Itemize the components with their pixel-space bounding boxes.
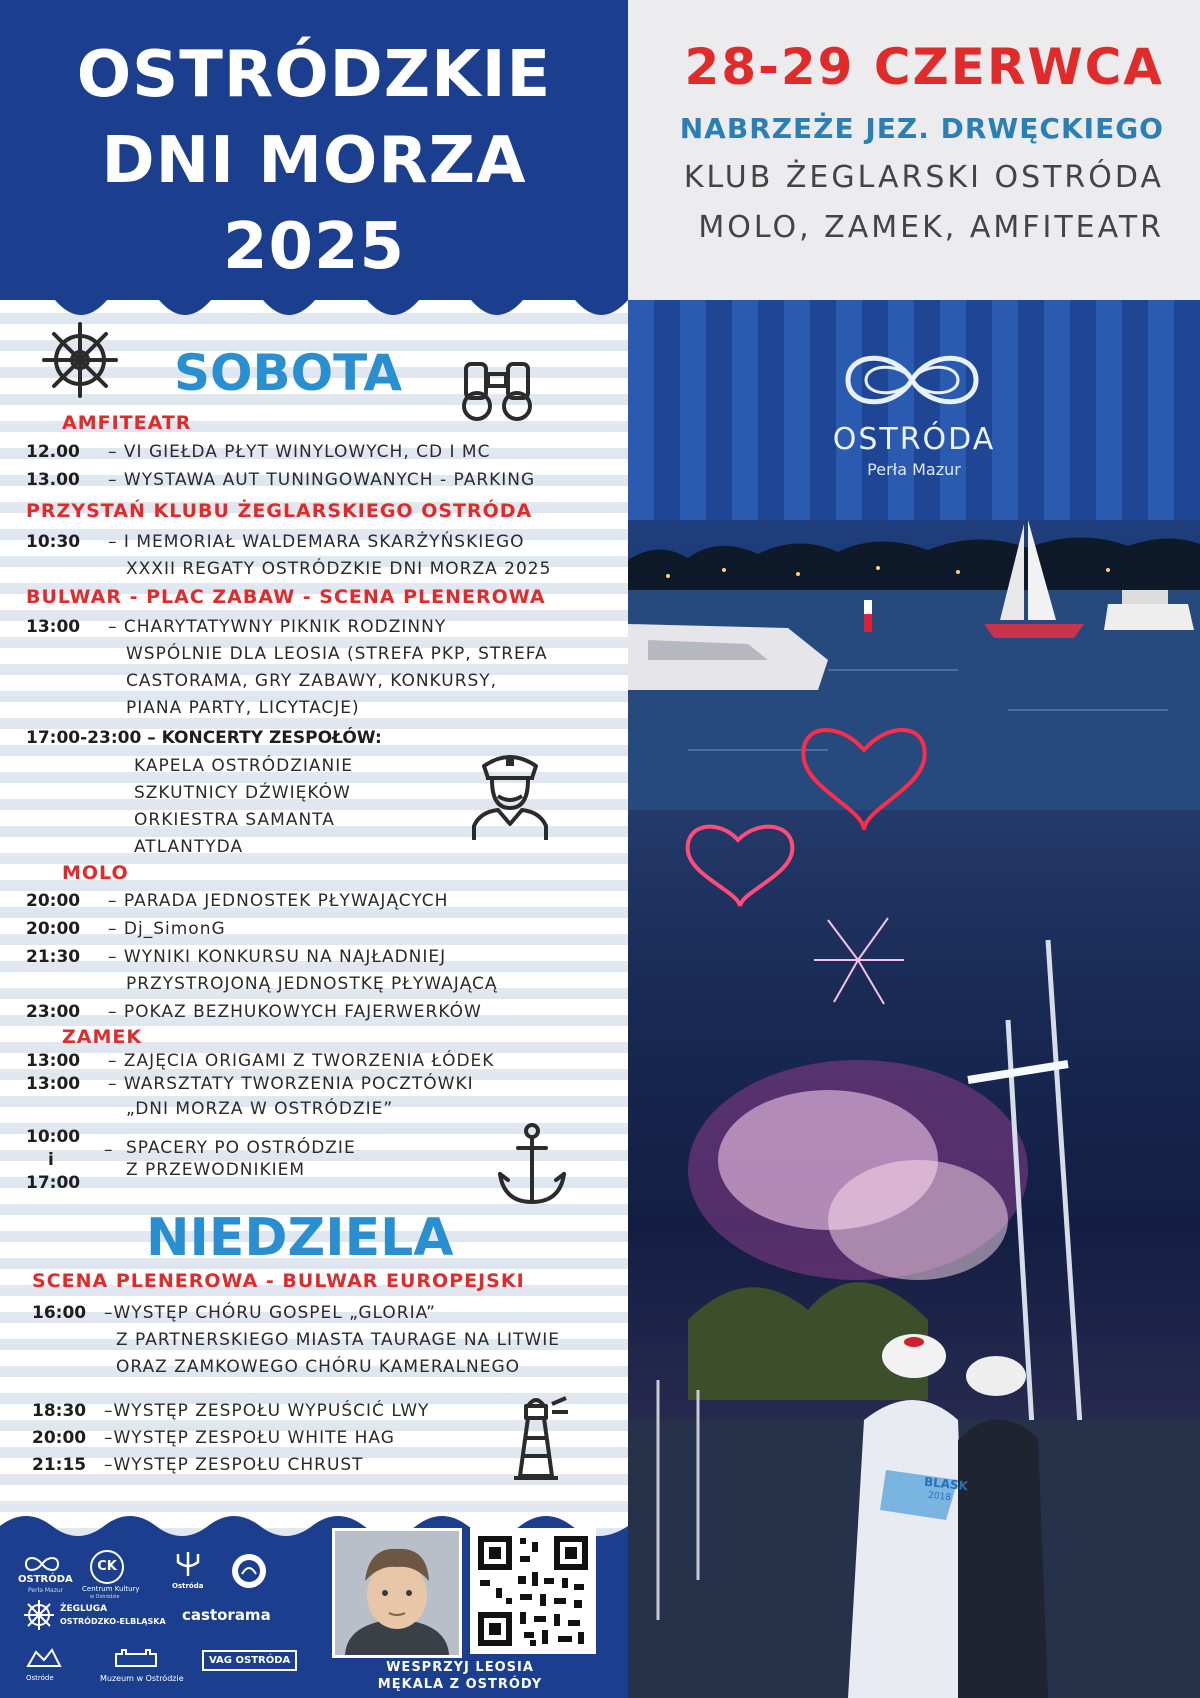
event-text: – WYSTAWA AUT TUNINGOWANYCH - PARKING <box>108 470 536 490</box>
event-text: – WYNIKI KONKURSU NA NAJŁADNIEJ <box>108 947 447 967</box>
wave-top-right <box>628 268 1200 312</box>
event-time: 21:15 <box>32 1455 87 1475</box>
infinity-logo-icon <box>22 1556 62 1572</box>
sponsor-castorama: castorama <box>182 1606 271 1624</box>
event-text: SPACERY PO OSTRÓDZIE <box>126 1138 356 1158</box>
event-text: XXXII REGATY OSTRÓDZKIE DNI MORZA 2025 <box>126 559 552 579</box>
event-time: 16:00 <box>32 1303 87 1323</box>
ship-wheel-icon <box>40 320 120 400</box>
binoculars-icon <box>460 358 534 424</box>
round-seal-icon <box>230 1552 268 1590</box>
venue-heading-przystan: PRZYSTAŃ KLUBU ŻEGLARSKIEGO OSTRÓDA <box>26 500 533 522</box>
sponsor-zegluga-1: ŻEGLUGA <box>60 1604 108 1614</box>
sponsor-club: Ostróda <box>172 1582 204 1590</box>
event-time: 17:00 <box>26 1173 81 1193</box>
sponsor-ostroda: OSTRÓDA <box>18 1574 73 1585</box>
concerts-heading: 17:00-23:00 – KONCERTY ZESPOŁÓW: <box>26 728 382 748</box>
lighthouse-icon <box>510 1392 572 1482</box>
event-time: 21:30 <box>26 947 81 967</box>
event-time: 18:30 <box>32 1401 87 1421</box>
sponsor-zegluga-2: OSTRÓDZKO-ELBLĄSKA <box>60 1617 166 1626</box>
boy-portrait-icon <box>335 1531 459 1655</box>
venue-heading-zamek: ZAMEK <box>62 1026 143 1048</box>
support-line-1: WESPRZYJ LEOSIA <box>386 1660 534 1675</box>
event-date: 28-29 CZERWCA <box>684 38 1164 96</box>
sponsor-ck-logo: CK <box>90 1550 124 1584</box>
qr-code-icon[interactable] <box>470 1528 596 1654</box>
event-text: – Dj_SimonG <box>108 919 226 939</box>
venue-heading-scena: SCENA PLENEROWA - BULWAR EUROPEJSKI <box>32 1270 525 1292</box>
shirt-brand: BLASK <box>923 1474 969 1494</box>
event-text: CASTORAMA, GRY ZABAWY, KONKURSY, <box>126 671 498 691</box>
event-text: – VI GIEŁDA PŁYT WINYLOWYCH, CD I MC <box>108 442 491 462</box>
event-text: –WYSTĘP CHÓRU GOSPEL „GLORIA” <box>104 1303 436 1323</box>
event-time: 10:00 <box>26 1127 81 1147</box>
event-text: – ZAJĘCIA ORIGAMI Z TWORZENIA ŁÓDEK <box>108 1051 495 1071</box>
location-line-1: NABRZEŻE JEZ. DRWĘCKIEGO <box>679 112 1164 145</box>
brand-tagline: Perła Mazur <box>867 460 961 479</box>
event-time: 23:00 <box>26 1002 81 1022</box>
event-text: Z PRZEWODNIKIEM <box>126 1160 306 1180</box>
shirt-year: 2018 <box>927 1490 952 1504</box>
event-time: 20:00 <box>26 891 81 911</box>
event-text: – POKAZ BEZHUKOWYCH FAJERWERKÓW <box>108 1002 482 1022</box>
event-text: PRZYSTROJONĄ JEDNOSTKĘ PŁYWAJĄCĄ <box>126 974 498 994</box>
event-time: 13:00 <box>26 1051 81 1071</box>
venue-heading-amfiteatr: AMFITEATR <box>62 412 192 434</box>
photo-column <box>628 0 1200 1698</box>
event-time: 20:00 <box>32 1428 87 1448</box>
band-name: SZKUTNICY DŹWIĘKÓW <box>134 783 351 803</box>
title-line-3: 2025 <box>222 210 406 284</box>
band-name: ATLANTYDA <box>134 837 244 857</box>
event-text: –WYSTĘP ZESPOŁU WYPUŚCIĆ LWY <box>104 1401 430 1421</box>
sponsor-vag: VAG OSTRÓDA <box>202 1650 297 1671</box>
event-dash: – <box>104 1140 114 1160</box>
band-name: KAPELA OSTRÓDZIANIE <box>134 756 353 776</box>
title-line-1: OSTRÓDZKIE <box>76 38 552 112</box>
event-text: PIANA PARTY, LICYTACJE) <box>126 698 360 718</box>
day-label-saturday: SOBOTA <box>174 344 403 402</box>
event-text: – PARADA JEDNOSTEK PŁYWAJĄCYCH <box>108 891 449 911</box>
sponsor-ck-sub: w Ostródzie <box>90 1594 120 1600</box>
event-text: –WYSTĘP ZESPOŁU WHITE HAG <box>104 1428 395 1448</box>
anchor-icon <box>496 1122 568 1208</box>
sponsor-ostroda-sub: Perła Mazur <box>28 1587 64 1594</box>
event-text: Z PARTNERSKIEGO MIASTA TAURAGE NA LITWIE <box>116 1330 561 1350</box>
sponsor-ck-name: Centrum Kultury <box>82 1585 140 1593</box>
event-time: 13:00 <box>26 1074 81 1094</box>
event-time: 12.00 <box>26 442 80 462</box>
sponsor-wapno: Ostróde <box>26 1674 54 1682</box>
ship-wheel-logo-icon <box>22 1598 56 1632</box>
event-text: „DNI MORZA W OSTRÓDZIE” <box>126 1099 394 1119</box>
event-text: – WARSZTATY TWORZENIA POCZTÓWKI <box>108 1074 474 1094</box>
band-name: ORKIESTRA SAMANTA <box>134 810 335 830</box>
captain-icon <box>470 746 550 842</box>
boy-photo <box>332 1528 462 1658</box>
day-label-sunday: NIEDZIELA <box>146 1208 454 1268</box>
location-line-2: KLUB ŻEGLARSKI OSTRÓDA <box>683 160 1164 195</box>
support-line-2: MĘKALA Z OSTRÓDY <box>377 1677 543 1692</box>
venue-heading-bulwar: BULWAR - PLAC ZABAW - SCENA PLENEROWA <box>26 586 546 608</box>
event-text: WSPÓLNIE DLA LEOSIA (STREFA PKP, STREFA <box>126 644 548 664</box>
location-line-3: MOLO, ZAMEK, AMFITEATR <box>698 210 1164 245</box>
wapno-logo-icon <box>24 1646 64 1668</box>
event-time: 10:30 <box>26 532 81 552</box>
brand-name: OSTRÓDA <box>832 422 996 457</box>
event-time-and: i <box>48 1150 54 1170</box>
event-time: 20:00 <box>26 919 81 939</box>
event-time: 13.00 <box>26 470 80 490</box>
event-text: – I MEMORIAŁ WALDEMARA SKARŻYŃSKIEGO <box>108 532 525 552</box>
title-line-2: DNI MORZA <box>101 124 527 198</box>
sponsor-muzeum: Muzeum w Ostródzie <box>100 1674 184 1683</box>
venue-heading-molo: MOLO <box>62 862 129 884</box>
event-text: ORAZ ZAMKOWEGO CHÓRU KAMERALNEGO <box>116 1357 521 1377</box>
event-text: –WYSTĘP ZESPOŁU CHRUST <box>104 1455 364 1475</box>
event-time: 13:00 <box>26 617 81 637</box>
castle-museum-icon <box>112 1646 160 1668</box>
event-text: – CHARYTATYWNY PIKNIK RODZINNY <box>108 617 447 637</box>
ostroda-infinity-logo-icon <box>838 344 986 416</box>
trident-crest-icon <box>172 1550 204 1578</box>
harbor-scene-illustration <box>628 520 1200 1698</box>
